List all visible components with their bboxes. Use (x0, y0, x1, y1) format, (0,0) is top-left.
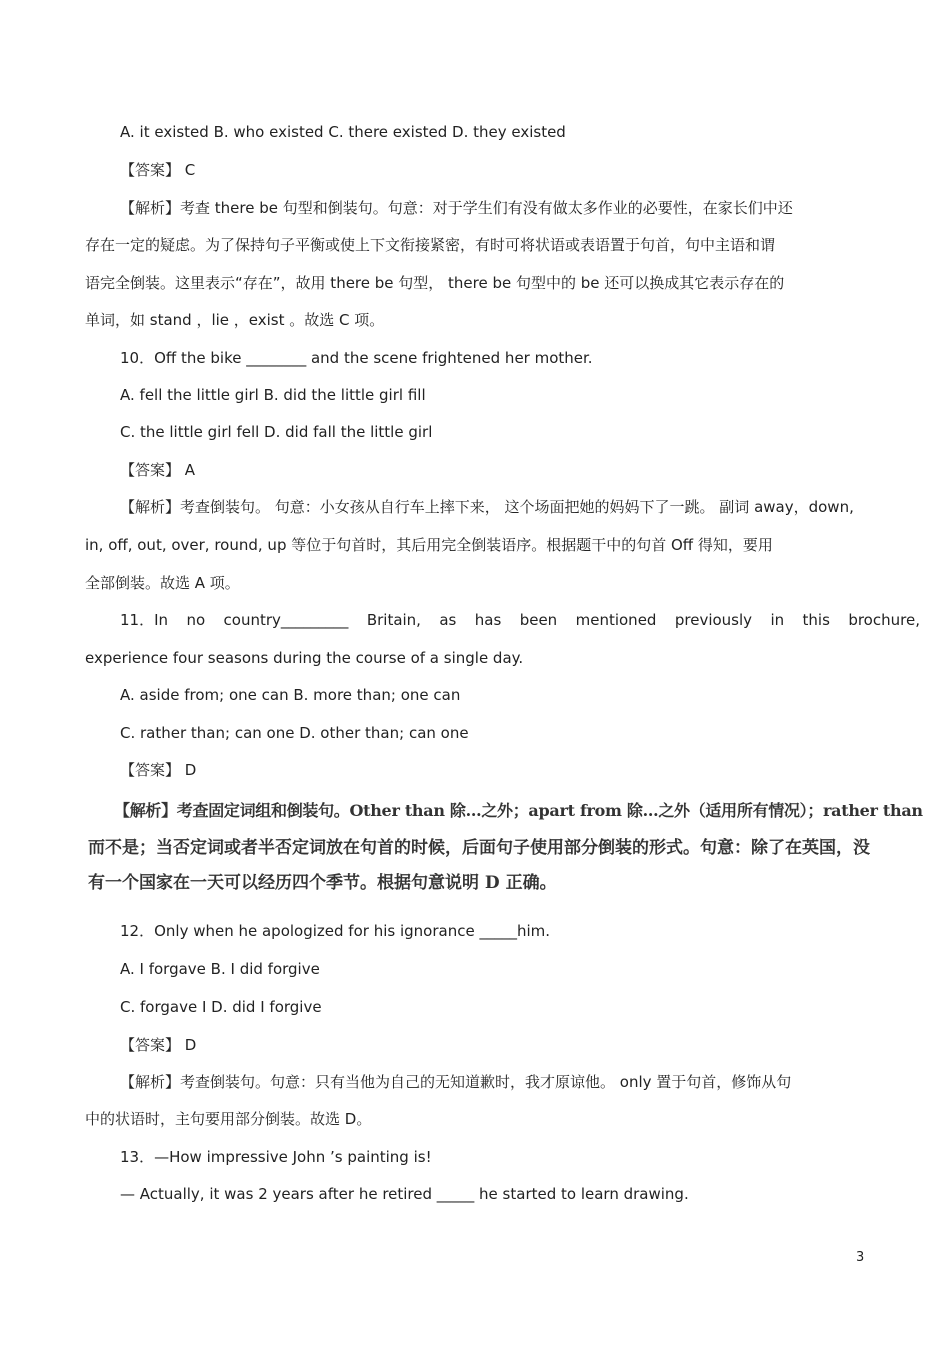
q10-answer: 【答案】 A (120, 461, 196, 479)
q11-analysis-line-3: 有一个国家在一天可以经历四个季节。根据句意说明 D 正确。 (88, 873, 557, 893)
q10-options-2: C. the little girl fell D. did fall the little girl (120, 423, 433, 441)
q12-analysis-line-1: 【解析】考查倒装句。句意：只有当他为自己的无知道歉时，我才原谅他。 only 置于句首，修饰从句 (120, 1073, 792, 1091)
q11-word: this (802, 611, 830, 629)
q9-analysis-line-1: 【解析】考查 there be 句型和倒装句。句意：对于学生们有没有做太多作业的必要性，在家长们中还 (120, 199, 793, 217)
q11-word: previously (674, 611, 753, 629)
q9-analysis-line-4: 单词，如 stand ，lie ，exist 。故选 C 项。 (85, 311, 385, 329)
q11-word: Britain, (366, 611, 421, 629)
q11-word: as (439, 611, 457, 629)
q11-word: 11．In (120, 611, 169, 629)
q11-answer: 【答案】 D (120, 761, 197, 779)
q11-word: mentioned (575, 611, 657, 629)
page-number: 3 (856, 1250, 865, 1265)
q13-stem: 13．—How impressive John ’s painting is! (120, 1148, 432, 1166)
q12-stem: 12．Only when he apologized for his ignorance _____him. (120, 922, 550, 940)
q11-stem-line-1 (120, 610, 920, 630)
q10-options-1: A. fell the little girl B. did the little girl fill (120, 386, 426, 404)
q11-word: in (770, 611, 785, 629)
q10-analysis-line-3: 全部倒装。故选 A 项。 (85, 574, 240, 592)
q13-reply: — Actually, it was 2 years after he retired _____ he started to learn drawing. (120, 1185, 689, 1203)
q9-analysis-line-3: 语完全倒装。这里表示“存在”，故用 there be 句型， there be 句型中的 be 还可以换成其它表示存在的 (85, 274, 785, 292)
q11-stem-line-2: experience four seasons during the course of a single day. (85, 649, 524, 667)
q11-word: brochure, (848, 611, 920, 629)
q10-analysis-line-2: in, off, out, over, round, up 等位于句首时，其后用完全倒装语序。根据题干中的句首 Off 得知，要用 (85, 536, 773, 554)
q11-word: country_________ (223, 611, 349, 629)
q12-analysis-line-2: 中的状语时，主句要用部分倒装。故选 D。 (85, 1110, 372, 1128)
q11-analysis-line-2: 而不是；当否定词或者半否定词放在句首的时候，后面句子使用部分倒装的形式。句意：除了在英国，没 (88, 838, 870, 858)
q9-answer: 【答案】 C (120, 161, 196, 179)
q11-options-2: C. rather than; can one D. other than; can one (120, 724, 469, 742)
q11-word: has (474, 611, 502, 629)
q10-stem: 10．Off the bike ________ and the scene frightened her mother. (120, 349, 593, 367)
q9-analysis-line-2: 存在一定的疑虑。为了保持句子平衡或使上下文衔接紧密，有时可将状语或表语置于句首，句中主语和谓 (85, 236, 776, 254)
q11-word: no (186, 611, 206, 629)
q9-options: A. it existed B. who existed C. there existed D. they existed (120, 123, 566, 141)
q11-analysis-line-1: 【解析】考查固定词组和倒装句。Other than 除…之外；apart from 除…之外（适用所有情况）；rather than (114, 801, 923, 820)
q11-word: been (519, 611, 558, 629)
q12-options-1: A. I forgave B. I did forgive (120, 960, 320, 978)
q12-options-2: C. forgave I D. did I forgive (120, 998, 322, 1016)
q11-options-1: A. aside from; one can B. more than; one can (120, 686, 461, 704)
q12-answer: 【答案】 D (120, 1036, 197, 1054)
q10-analysis-line-1: 【解析】考查倒装句。 句意：小女孩从自行车上摔下来， 这个场面把她的妈妈下了一跳。 副词 away，down, (120, 498, 854, 516)
